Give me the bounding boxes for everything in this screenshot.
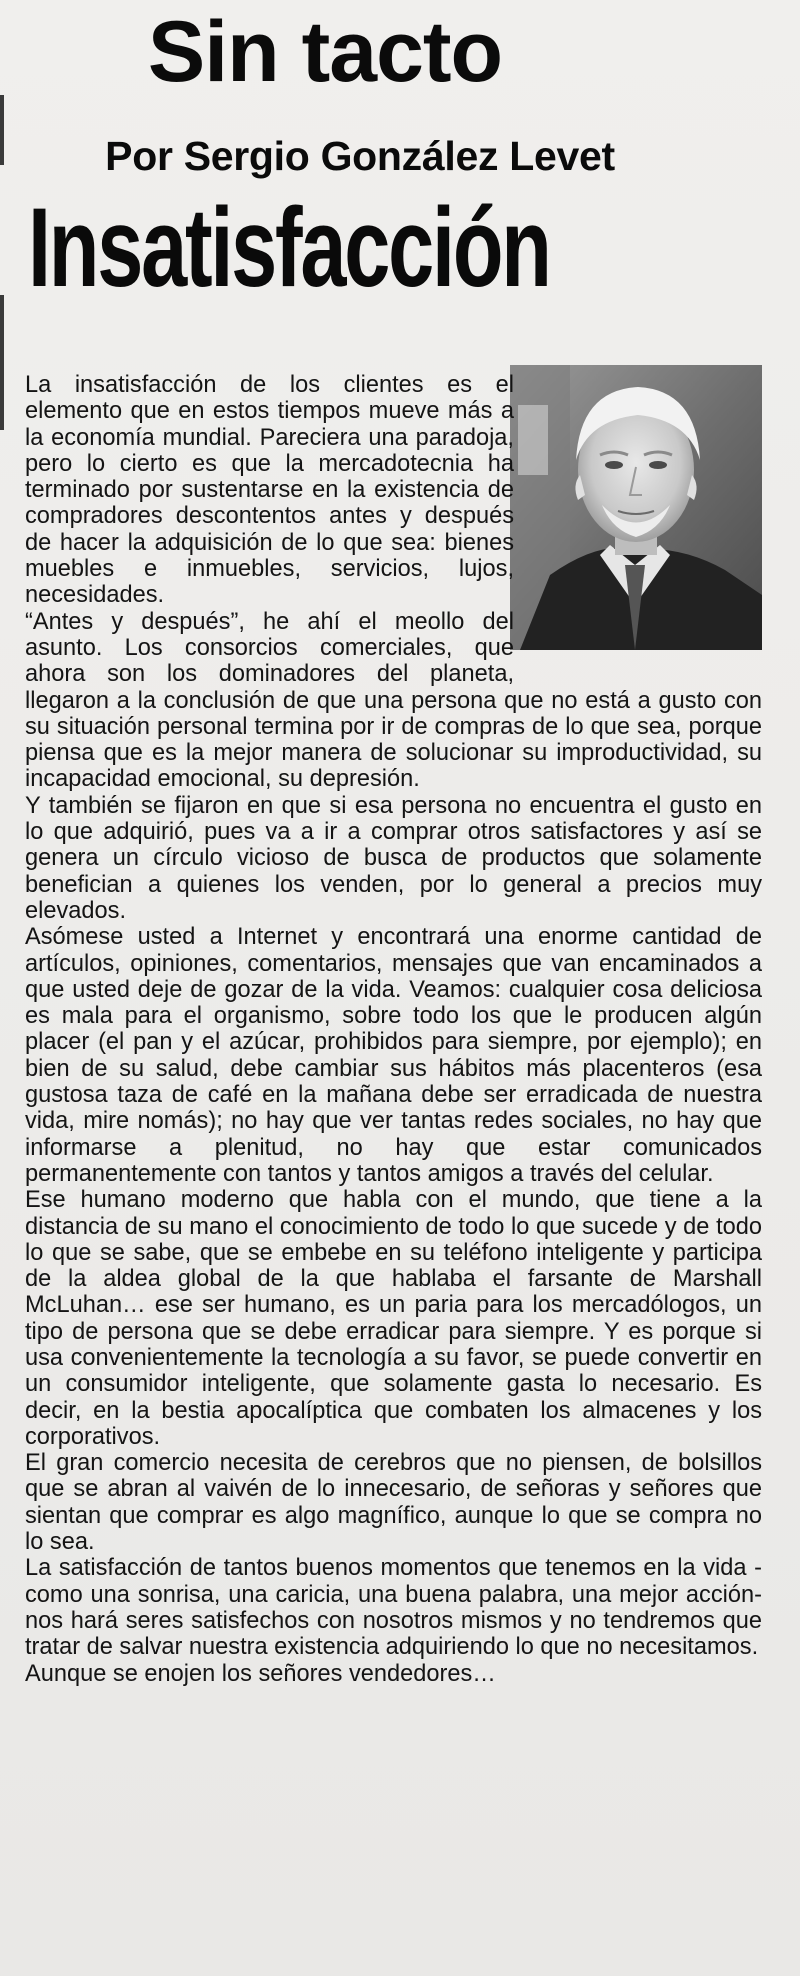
article-paragraph: La satisfacción de tantos buenos momentos que tenemos en la vida -como una sonrisa, una caricia, una buena palabra, una mejor acción- nos hará seres satisfechos con nosotros mismos y no tendremos que tratar de salvar nuestra existencia adquiriendo lo que no necesitamos. <box>25 1555 762 1661</box>
article-paragraph: La insatisfacción de los clientes es el elemento que en estos tiempos mueve más a la economía mundial. Pareciera una paradoja, pero lo cierto es que la mercadotecnia ha terminado por sustentarse en la existencia de compradores descontentos antes y después de hacer la adquisición de lo que sea: bienes muebles e inmuebles, servicios, lujos, necesidades. <box>25 372 514 609</box>
article-paragraph: “Antes y después”, he ahí el meollo del asunto. Los consorcios comerciales, que ahora son los dominadores del planeta, llegaron a la conclusión de que una persona que no está a gusto con su situación personal termina por ir de compras de lo que sea, porque piensa que es la mejor manera de solucionar su improductividad, su incapacidad emocional, su depresión. <box>25 608 762 793</box>
photo-spacer <box>514 372 762 665</box>
article-paragraph: El gran comercio necesita de cerebros que no piensen, de bolsillos que se abran al vaivén de lo innecesario, de señoras y señores que sientan que comprar es algo magnífico, aunque lo que se compra no lo sea. <box>25 1450 762 1556</box>
article-paragraph: Ese humano moderno que habla con el mundo, que tiene a la distancia de su mano el conocimiento de todo lo que sucede y de todo lo que se sabe, que se embebe en su teléfono inteligente y participa de la aldea global de la que hablaba el farsante de Marshall McLuhan… ese ser humano, es un paria para los mercadólogos, un tipo de persona que se debe erradicar para siempre. Y es porque si usa convenientemente la tecnología a su favor, se puede convertir en un consumidor inteligente, que solamente gasta lo necesario. Es decir, en la bestia apocalíptica que combaten los almacenes y los corporativos. <box>25 1187 762 1450</box>
article-body <box>25 372 762 1687</box>
article-headline: Insatisfacción <box>28 185 550 310</box>
article-paragraph: Asómese usted a Internet y encontrará una enorme cantidad de artículos, opiniones, comentarios, mensajes que van encaminados a que usted deje de gozar de la vida. Veamos: cualquier cosa deliciosa es mala para el organismo, sobre todo los que le producen algún placer (el pan y el azúcar, prohibidos para siempre, por ejemplo); en bien de su salud, debe cambiar sus hábitos más placenteros (esa gustosa taza de café en la mañana debe ser erradicada de nuestra vida, mire nomás); no hay que ver tantas redes sociales, no hay que informarse a plenitud, no hay que estar comunicados permanentemente con tantos y tantos amigos a través del celular. <box>25 924 762 1187</box>
column-title: Sin tacto <box>147 4 503 100</box>
scan-edge-mark <box>0 295 4 430</box>
article-paragraph: Y también se fijaron en que si esa persona no encuentra el gusto en lo que adquirió, pues va a ir a comprar otros satisfactores y así se genera un círculo vicioso de busca de productos que solamente benefician a quienes los venden, por lo general a precios muy elevados. <box>25 792 762 924</box>
author-byline: Por Sergio González Levet <box>105 133 615 179</box>
article-paragraph: Aunque se enojen los señores vendedores… <box>25 1660 496 1687</box>
